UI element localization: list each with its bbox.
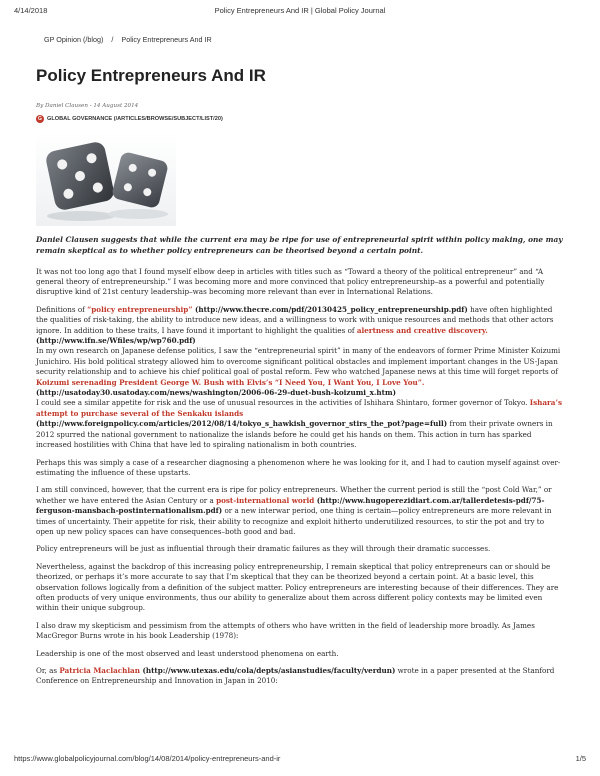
paragraph-8: Nevertheless, against the backdrop of this increasing policy entrepreneurship, I remain skeptical that policy entrepreneurs can or should be theorized, or perhaps it’s more accurate to say that I’m skeptical that they can be theorized beyond a certain point. At a basic level, this observation follows logically from a definition of the subject matter. Policy entrepreneurs are interesting because of their differences. They are often products of very unique environments, thus our ability to generalize about them across different policy contexts may be limited even within their unique subgroup.: [36, 561, 559, 613]
senkaku-url[interactable]: (http://www.foreignpolicy.com/articles/2012/08/14/tokyo_s_hawkish_governor_stirs_the_pot?page=full): [36, 419, 448, 429]
category-label: GLOBAL GOVERNANCE (/ARTICLES/BROWSE/SUBJECT/LIST/20): [47, 116, 223, 122]
page-title: Policy Entrepreneurs And IR: [36, 66, 266, 85]
paragraph-6: I am still convinced, however, that the current era is ripe for policy entrepreneurs. Whether the current period is still the “post Cold War,” or whether we have entered the Asian Century or a post-international world (http://www.hugoperezidiart.com.ar/tallerdetesis-pdf/75-ferguson-mansbach-postinternationalism.pdf) or a new interwar period, one thing is certain—policy entrepreneurs are more relevant in times of uncertainty. Their appetite for risk, their ability to recognize and exploit hitherto underutilized resources, to stir the pot and try to open up new policy spaces can have consequences–both good and bad.: [36, 485, 552, 536]
koizumi-link[interactable]: Koizumi serenading President George W. Bush with Elvis’s “I Need You, I Want You, I Love You”.: [36, 377, 425, 387]
article-body: [36, 235, 564, 694]
senkaku-link[interactable]: Ishara’s attempt to purchase several of the Senkaku islands: [36, 398, 563, 418]
category-link[interactable]: [36, 115, 223, 123]
byline: By Daniel Clausen - 14 August 2014: [36, 103, 139, 109]
paragraph-9: I also draw my skepticism and pessimism from the attempts of others who have written in the field of leadership more broadly. As James MacGregor Burns wrote in his book Leadership (1978):: [36, 620, 535, 641]
alertness-url[interactable]: (http://www.ifn.se/Wfiles/wp/wp760.pdf): [36, 336, 196, 346]
print-doc-title: Policy Entrepreneurs And IR | Global Policy Journal: [214, 6, 386, 15]
post-international-url[interactable]: (http://www.hugoperezidiart.com.ar/tallerdetesis-pdf/75-ferguson-mansbach-postinternationalism.pdf): [36, 495, 545, 516]
dice-image: [36, 132, 176, 226]
paragraph-2: Definitions of “policy entrepreneurship” (http://www.thecre.com/pdf/20130425_policy_entrepreneurship.pdf) have often highlighted the qualities of risk-taking, the ability to introduce new ideas, and a willingness to work with unique resources and methods that other actors ignore. In addition to these traits, I have found it important to highlight the qualities of alertness and creative discovery. (http://www.ifn.se/Wfiles/wp/wp760.pdf): [36, 304, 554, 346]
breadcrumb: [44, 35, 218, 44]
paragraph-10: Or, as Patricia Maclachlan (http://www.utexas.edu/cola/depts/asianstudies/faculty/verdun) wrote in a paper presented at the Stanford Conference on Entrepreneurship and Innovation in Japan in 2010:: [36, 666, 555, 686]
paragraph-3: In my own research on Japanese defense politics, I saw the “entrepreneurial spirit” in many of the endeavors of former Prime Minister Koizumi Junichiro. His bold political strategy allowed him to overcome significant political obstacles and implement important changes in the US-Japan security relationship and to achieve his chief political goal of postal reform. Few who watched Japanese news at this time will forget reports of Koizumi serenading President George W. Bush with Elvis’s “I Need You, I Want You, I Love You”. (http://usatoday30.usatoday.com/news/washington/2006-06-29-duet-bush-koizumi_x.htm): [36, 346, 561, 398]
print-page-number: 1/5: [575, 754, 586, 763]
maclachlan-link[interactable]: Patricia Maclachlan: [59, 666, 140, 675]
globe-icon: G: [36, 115, 44, 123]
policy-entrepreneurship-url[interactable]: (http://www.thecre.com/pdf/20130425_policy_entrepreneurship.pdf): [192, 304, 468, 314]
paragraph-5: Perhaps this was simply a case of a researcher diagnosing a phenomenon where he was looking for it, and I had to caution myself against over-estimating the influence of these upstarts.: [36, 457, 561, 477]
paragraph-7: Policy entrepreneurs will be just as influential through their dramatic failures as they will through their dramatic successes.: [36, 544, 491, 554]
print-date: 4/14/2018: [14, 6, 48, 15]
paragraph-1: It was not too long ago that I found myself elbow deep in articles with titles such as “Toward a theory of the political entrepreneur” and “A general theory of entrepreneurship.” I was becoming more and more convinced that policy entrepreneurship–as a powerful and potentially disruptive kind of 21st century leadership–was becoming more relevant than ever in International Relations.: [36, 266, 545, 297]
print-footer-url: https://www.globalpolicyjournal.com/blog/14/08/2014/policy-entrepreneurs-and-ir: [14, 754, 281, 763]
block-quote: Leadership is one of the most observed and least understood phenomena on earth.: [36, 648, 339, 658]
breadcrumb-separator: /: [111, 35, 114, 44]
article-lead: Daniel Clausen suggests that while the current era may be ripe for use of entrepreneurial spirit within policy making, one may remain skeptical as to whether policy entrepreneurs can be theorised beyond a certain point.: [36, 235, 563, 255]
breadcrumb-current: Policy Entrepreneurs And IR: [121, 35, 212, 44]
alertness-link[interactable]: alertness and creative discovery.: [356, 325, 488, 335]
paragraph-4: I could see a similar appetite for risk and the use of unusual resources in the activities of Ishihara Shintaro, former governor of Tokyo. Ishara’s attempt to purchase several of the Senkaku islands (http://www.foreignpolicy.com/articles/2012/08/14/tokyo_s_hawkish_governor_stirs_the_pot?page=full) from their private owners in 2012 spurred the national government to nationalize the islands before he could get his hands on them. This action in turn has sparked increased hostilities with China that have led to spiraling nationalism in both countries.: [36, 398, 563, 450]
post-international-link[interactable]: post-international world: [216, 495, 315, 505]
koizumi-url[interactable]: (http://usatoday30.usatoday.com/news/washington/2006-06-29-duet-bush-koizumi_x.htm): [36, 388, 396, 398]
breadcrumb-blog-link[interactable]: GP Opinion (/blog): [44, 35, 104, 44]
policy-entrepreneurship-link[interactable]: “policy entrepreneurship”: [87, 304, 193, 314]
maclachlan-url[interactable]: (http://www.utexas.edu/cola/depts/asianstudies/faculty/verdun): [139, 666, 396, 675]
